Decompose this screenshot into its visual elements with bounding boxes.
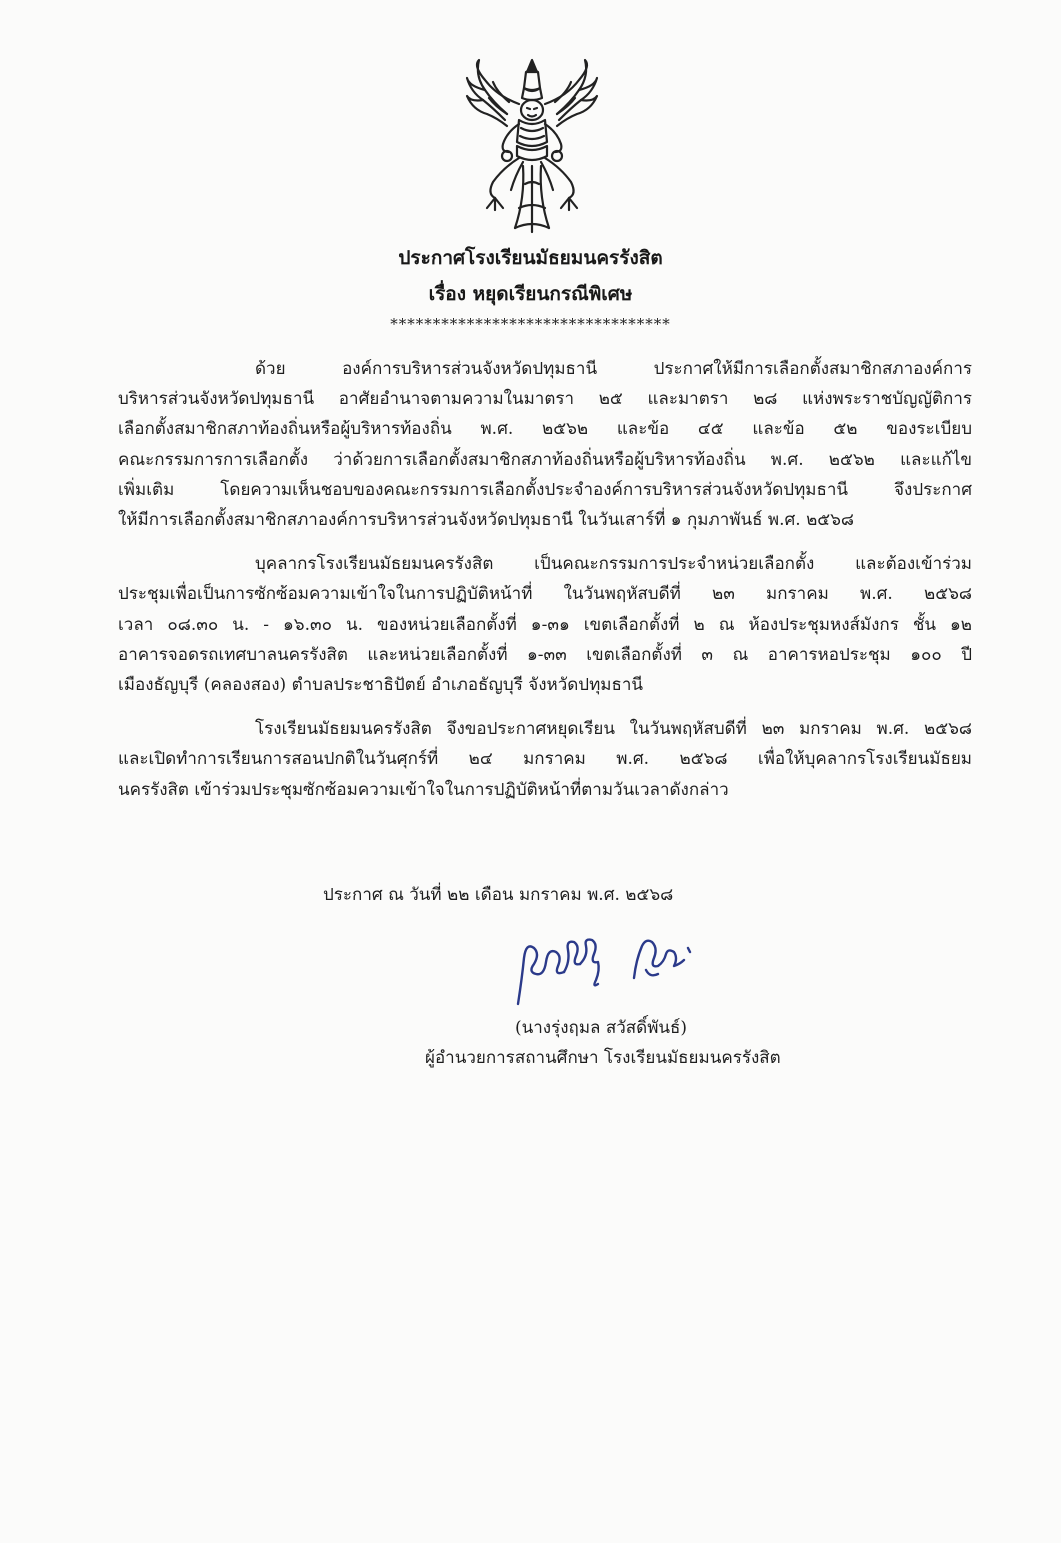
announcement-header <box>0 240 1061 334</box>
paragraph-line: บริหารส่วนจังหวัดปทุมธานี อาศัยอำนาจตามความในมาตรา ๒๕ และมาตรา ๒๘ แห่งพระราชบัญญัติการ <box>118 389 972 410</box>
paragraph-line: บุคลากรโรงเรียนมัธยมนครรังสิต เป็นคณะกรรมการประจำหน่วยเลือกตั้ง และต้องเข้าร่วม <box>255 554 972 575</box>
signer-position: ผู้อำนวยการสถานศึกษา โรงเรียนมัธยมนครรังสิต <box>425 1048 781 1068</box>
paragraph-line: ประชุมเพื่อเป็นการซักซ้อมความเข้าใจในการปฏิบัติหน้าที่ ในวันพฤหัสบดีที่ ๒๓ มกราคม พ.ศ. ๒๕๖๘ <box>118 584 972 605</box>
paragraph-line: อาคารจอดรถเทศบาลนครรังสิต และหน่วยเลือกตั้งที่ ๑-๓๓ เขตเลือกตั้งที่ ๓ ณ อาคารหอประชุม ๑๐๐ ปี <box>118 644 972 665</box>
paragraph-election-notice <box>118 354 972 535</box>
paragraph-line: โรงเรียนมัธยมนครรังสิต จึงขอประกาศหยุดเรียน ในวันพฤหัสบดีที่ ๒๓ มกราคม พ.ศ. ๒๕๖๘ <box>255 719 972 740</box>
signer-name: (นางรุ่งฤมล สวัสดิ์พันธ์) <box>515 1018 688 1038</box>
handwritten-signature <box>508 918 708 1010</box>
paragraph-line: ด้วย องค์การบริหารส่วนจังหวัดปทุมธานี ประกาศให้มีการเลือกตั้งสมาชิกสภาองค์การ <box>255 359 972 379</box>
paragraph-school-closure <box>118 714 972 805</box>
paragraph-staff-meeting <box>118 549 972 700</box>
paragraph-line: เพิ่มเติม โดยความเห็นชอบของคณะกรรมการเลือกตั้งประจำองค์การบริหารส่วนจังหวัดปทุมธานี จึงประกาศ <box>118 479 972 500</box>
paragraph-line: เมืองธัญบุรี (คลองสอง) ตำบลประชาธิปัตย์ อำเภอธัญบุรี จังหวัดปทุมธานี <box>118 675 644 696</box>
paragraph-line: ให้มีการเลือกตั้งสมาชิกสภาองค์การบริหารส่วนจังหวัดปทุมธานี ในวันเสาร์ที่ ๑ กุมภาพันธ์ พ.ศ. ๒๕๖๘ <box>118 510 855 531</box>
paragraph-line: นครรังสิต เข้าร่วมประชุมซักซ้อมความเข้าใจในการปฏิบัติหน้าที่ตามวันเวลาดังกล่าว <box>118 779 729 800</box>
paragraph-line: เลือกตั้งสมาชิกสภาท้องถิ่นหรือผู้บริหารท้องถิ่น พ.ศ. ๒๕๖๒ และข้อ ๔๕ และข้อ ๕๒ ของระเบียบ <box>118 419 972 440</box>
announcement-date: ประกาศ ณ วันที่ ๒๒ เดือน มกราคม พ.ศ. ๒๕๖๘ <box>323 885 674 905</box>
announcement-title: ประกาศโรงเรียนมัธยมนครรังสิต <box>398 247 663 269</box>
paragraph-line: คณะกรรมการการเลือกตั้ง ว่าด้วยการเลือกตั้งสมาชิกสภาท้องถิ่นหรือผู้บริหารท้องถิ่น พ.ศ. ๒๕๖๒ และแก้ไข <box>118 449 972 470</box>
paragraph-line: เวลา ๐๘.๓๐ น. - ๑๖.๓๐ น. ของหน่วยเลือกตั้งที่ ๑-๓๑ เขตเลือกตั้งที่ ๒ ณ ห้องประชุมหงส์มังกร ชั้น ๑๒ <box>118 614 972 635</box>
asterisk-divider: ********************************* <box>390 315 671 333</box>
paragraph-line: และเปิดทำการเรียนการสอนปกติในวันศุกร์ที่ ๒๔ มกราคม พ.ศ. ๒๕๖๘ เพื่อให้บุคลากรโรงเรียนมัธยม <box>118 749 972 770</box>
announcement-subject: เรื่อง หยุดเรียนกรณีพิเศษ <box>428 283 633 305</box>
garuda-emblem-icon <box>463 58 601 234</box>
announcement-body <box>118 354 972 819</box>
